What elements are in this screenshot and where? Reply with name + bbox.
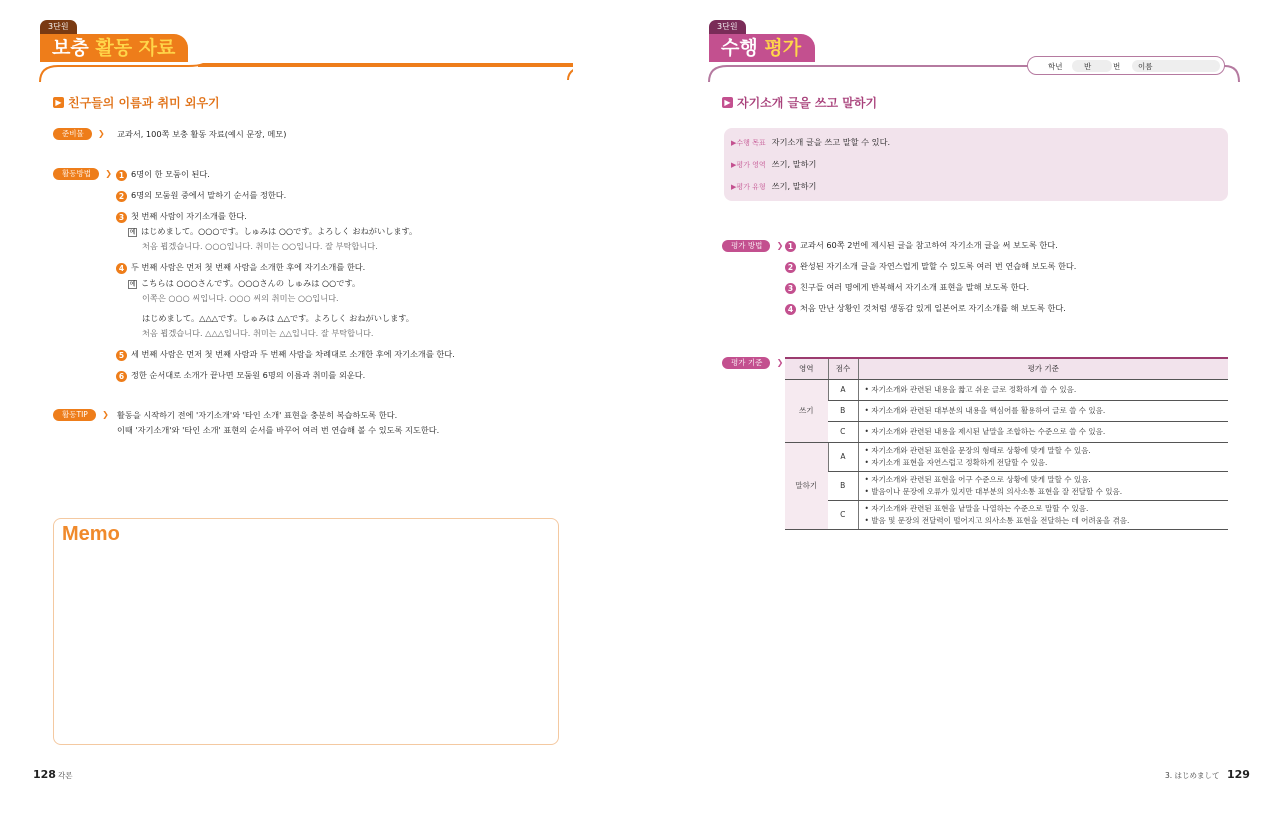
section-title-text: 친구들의 이름과 취미 외우기 <box>68 96 220 110</box>
step-6 <box>116 369 365 382</box>
example-1-jp <box>128 225 417 237</box>
criteria-label: 평가 기준 ❯ <box>722 357 770 369</box>
memo-title: Memo <box>62 523 120 545</box>
criteria-line: • 자기소개 표현을 자연스럽고 정확하게 전달할 수 있음. <box>864 457 1048 467</box>
table-row <box>785 400 1228 421</box>
tip-line-2: 이때 '자기소개'와 '타인 소개' 표현의 순서를 바꾸어 여러 번 연습해 볼 수 있도록 지도한다. <box>117 425 440 435</box>
unit-tag-right: 3단원 <box>709 20 746 34</box>
criteria-line: • 발음이나 문장에 오류가 있지만 대부분의 의사소통 표현을 잘 전달할 수 있음. <box>864 486 1123 496</box>
step-text: 6명이 한 모둠이 된다. <box>131 169 210 179</box>
criteria-cell: • 자기소개와 관련된 내용을 제시된 낱말을 조합하는 수준으로 쓸 수 있음. <box>858 421 1228 442</box>
method-3 <box>785 281 1029 294</box>
example-3-jp: はじめまして。△△△です。しゅみは △△です。よろしく おねがいします。 <box>142 313 414 323</box>
step-text: 세 번째 사람은 먼저 첫 번째 사람과 두 번째 사람을 차례대로 소개한 후에 자기소개를 한다. <box>131 349 455 359</box>
title-part-a: 수행 <box>721 37 758 59</box>
step-2 <box>116 189 286 202</box>
step-num-icon: 6 <box>116 371 127 382</box>
area-text: 쓰기, 말하기 <box>771 159 817 169</box>
example-3-kr: 처음 뵙겠습니다. △△△입니다. 취미는 △△입니다. 잘 부탁합니다. <box>142 328 374 338</box>
method-2 <box>785 260 1076 273</box>
step-3 <box>116 210 247 223</box>
area-row <box>731 159 816 170</box>
score-cell: B <box>828 471 858 500</box>
table-row <box>785 421 1228 442</box>
type-text: 쓰기, 말하기 <box>771 181 817 191</box>
method-num-icon: 3 <box>785 283 796 294</box>
criteria-line: • 발음 및 문장의 전달력이 떨어지고 의사소통 표현을 전달하는 데 어려움을 겪음. <box>864 515 1130 525</box>
step-text: 6명의 모둠원 중에서 말하기 순서를 정한다. <box>131 190 287 200</box>
title-part-b: 평가 <box>757 37 802 59</box>
method-num-icon: 2 <box>785 262 796 273</box>
page-number-left: 128 <box>33 768 56 781</box>
example-2-jp <box>128 277 360 289</box>
number-label: 번 <box>1113 62 1121 71</box>
step-5 <box>116 348 455 361</box>
goal-label: ▶수행 목표 <box>731 139 766 147</box>
section-arrow-icon: ▶ <box>53 97 64 108</box>
title-part-b: 활동 자료 <box>88 37 176 59</box>
example-text: はじめまして。○○○です。しゅみは ○○です。よろしく おねがいします。 <box>141 226 418 236</box>
score-cell: C <box>828 421 858 442</box>
score-cell: C <box>828 500 858 529</box>
table-header-row <box>785 358 1228 379</box>
header-area: 영역 <box>785 358 828 379</box>
prep-text: 교과서, 100쪽 보충 활동 자료(예시 문장, 메모) <box>117 129 287 139</box>
criteria-line: • 자기소개와 관련된 표현을 문장의 형태로 상황에 맞게 말할 수 있음. <box>864 445 1091 455</box>
area-writing: 쓰기 <box>785 379 828 442</box>
unit-tag-left: 3단원 <box>40 20 77 34</box>
example-text: こちらは ○○○さんです。○○○さんの しゅみは ○○です。 <box>141 278 361 288</box>
prep-label: 준비물 ❯ <box>53 128 92 140</box>
example-mark-icon: 예 <box>129 281 136 288</box>
student-id-box <box>1027 56 1225 75</box>
example-1-kr: 처음 뵙겠습니다. ○○○입니다. 취미는 ○○입니다. 잘 부탁합니다. <box>142 241 378 251</box>
page-chapter-right: 3. はじめまして <box>1165 771 1220 780</box>
step-4 <box>116 261 365 274</box>
grade-label: 학년 <box>1048 62 1063 71</box>
method-text: 친구들 여러 명에게 반복해서 자기소개 표현을 말해 보도록 한다. <box>800 282 1030 292</box>
goal-text: 자기소개 글을 쓰고 말할 수 있다. <box>771 137 891 147</box>
page-sub-left: 각론 <box>58 771 73 780</box>
section-title-left <box>53 94 220 111</box>
tip-line-1: 활동을 시작하기 전에 '자기소개'와 '타인 소개' 표현을 충분히 복습하도록 한다. <box>117 410 398 420</box>
step-num-icon: 1 <box>116 170 127 181</box>
page-number-right: 129 <box>1227 768 1250 781</box>
name-label: 이름 <box>1138 62 1153 71</box>
criteria-cell <box>858 471 1228 500</box>
type-label: ▶평가 유형 <box>731 183 766 191</box>
step-1 <box>116 168 210 181</box>
method-1 <box>785 239 1058 252</box>
header-score: 점수 <box>828 358 858 379</box>
table-row <box>785 500 1228 529</box>
type-row <box>731 181 816 192</box>
step-text: 두 번째 사람은 먼저 첫 번째 사람을 소개한 후에 자기소개를 한다. <box>131 262 366 272</box>
step-text: 첫 번째 사람이 자기소개를 한다. <box>131 211 247 221</box>
method-text: 교과서 60쪽 2번에 제시된 글을 참고하여 자기소개 글을 써 보도록 한다. <box>800 240 1058 250</box>
section-arrow-icon: ▶ <box>722 97 733 108</box>
criteria-line: • 자기소개와 관련된 표현을 낱말을 나열하는 수준으로 말할 수 있음. <box>864 503 1089 513</box>
example-2-kr: 이쪽은 ○○○ 씨입니다. ○○○ 씨의 취미는 ○○입니다. <box>142 293 339 303</box>
method-4 <box>785 302 1066 315</box>
criteria-cell: • 자기소개와 관련된 내용을 짧고 쉬운 글로 정확하게 쓸 수 있음. <box>858 379 1228 400</box>
step-num-icon: 5 <box>116 350 127 361</box>
goal-row <box>731 137 890 148</box>
title-part-a: 보충 <box>52 37 89 59</box>
title-underline-left <box>38 60 573 84</box>
example-mark-icon: 예 <box>129 229 136 236</box>
area-label: ▶평가 영역 <box>731 161 766 169</box>
score-cell: A <box>828 379 858 400</box>
area-speaking: 말하기 <box>785 442 828 529</box>
table-row <box>785 471 1228 500</box>
eval-method-label: 평가 방법 ❯ <box>722 240 770 252</box>
class-label: 반 <box>1084 62 1092 71</box>
page-title-left <box>40 34 188 62</box>
method-num-icon: 1 <box>785 241 796 252</box>
evaluation-table <box>785 357 1228 530</box>
class-field[interactable] <box>1072 60 1112 72</box>
step-num-icon: 3 <box>116 212 127 223</box>
table-row <box>785 379 1228 400</box>
method-num-icon: 4 <box>785 304 796 315</box>
score-cell: A <box>828 442 858 471</box>
method-text: 처음 만난 상황인 것처럼 생동감 있게 일본어로 자기소개를 해 보도록 한다. <box>800 303 1066 313</box>
step-text: 정한 순서대로 소개가 끝나면 모둠원 6명의 이름과 취미를 외운다. <box>131 370 366 380</box>
criteria-cell <box>858 442 1228 471</box>
header-criteria: 평가 기준 <box>858 358 1228 379</box>
section-title-text: 자기소개 글을 쓰고 말하기 <box>737 96 878 110</box>
criteria-cell: • 자기소개와 관련된 대부분의 내용을 핵심어를 활용하여 글로 쓸 수 있음. <box>858 400 1228 421</box>
method-label: 활동방법 ❯ <box>53 168 99 180</box>
score-cell: B <box>828 400 858 421</box>
memo-box <box>53 518 559 745</box>
tip-label: 활동TIP ❯ <box>53 409 96 421</box>
criteria-cell <box>858 500 1228 529</box>
step-num-icon: 2 <box>116 191 127 202</box>
criteria-line: • 자기소개와 관련된 표현을 어구 수준으로 상황에 맞게 말할 수 있음. <box>864 474 1091 484</box>
method-text: 완성된 자기소개 글을 자연스럽게 말할 수 있도록 여러 번 연습해 보도록 한다. <box>800 261 1077 271</box>
step-num-icon: 4 <box>116 263 127 274</box>
section-title-right <box>722 94 877 111</box>
page-title-right <box>709 34 815 62</box>
table-row <box>785 442 1228 471</box>
